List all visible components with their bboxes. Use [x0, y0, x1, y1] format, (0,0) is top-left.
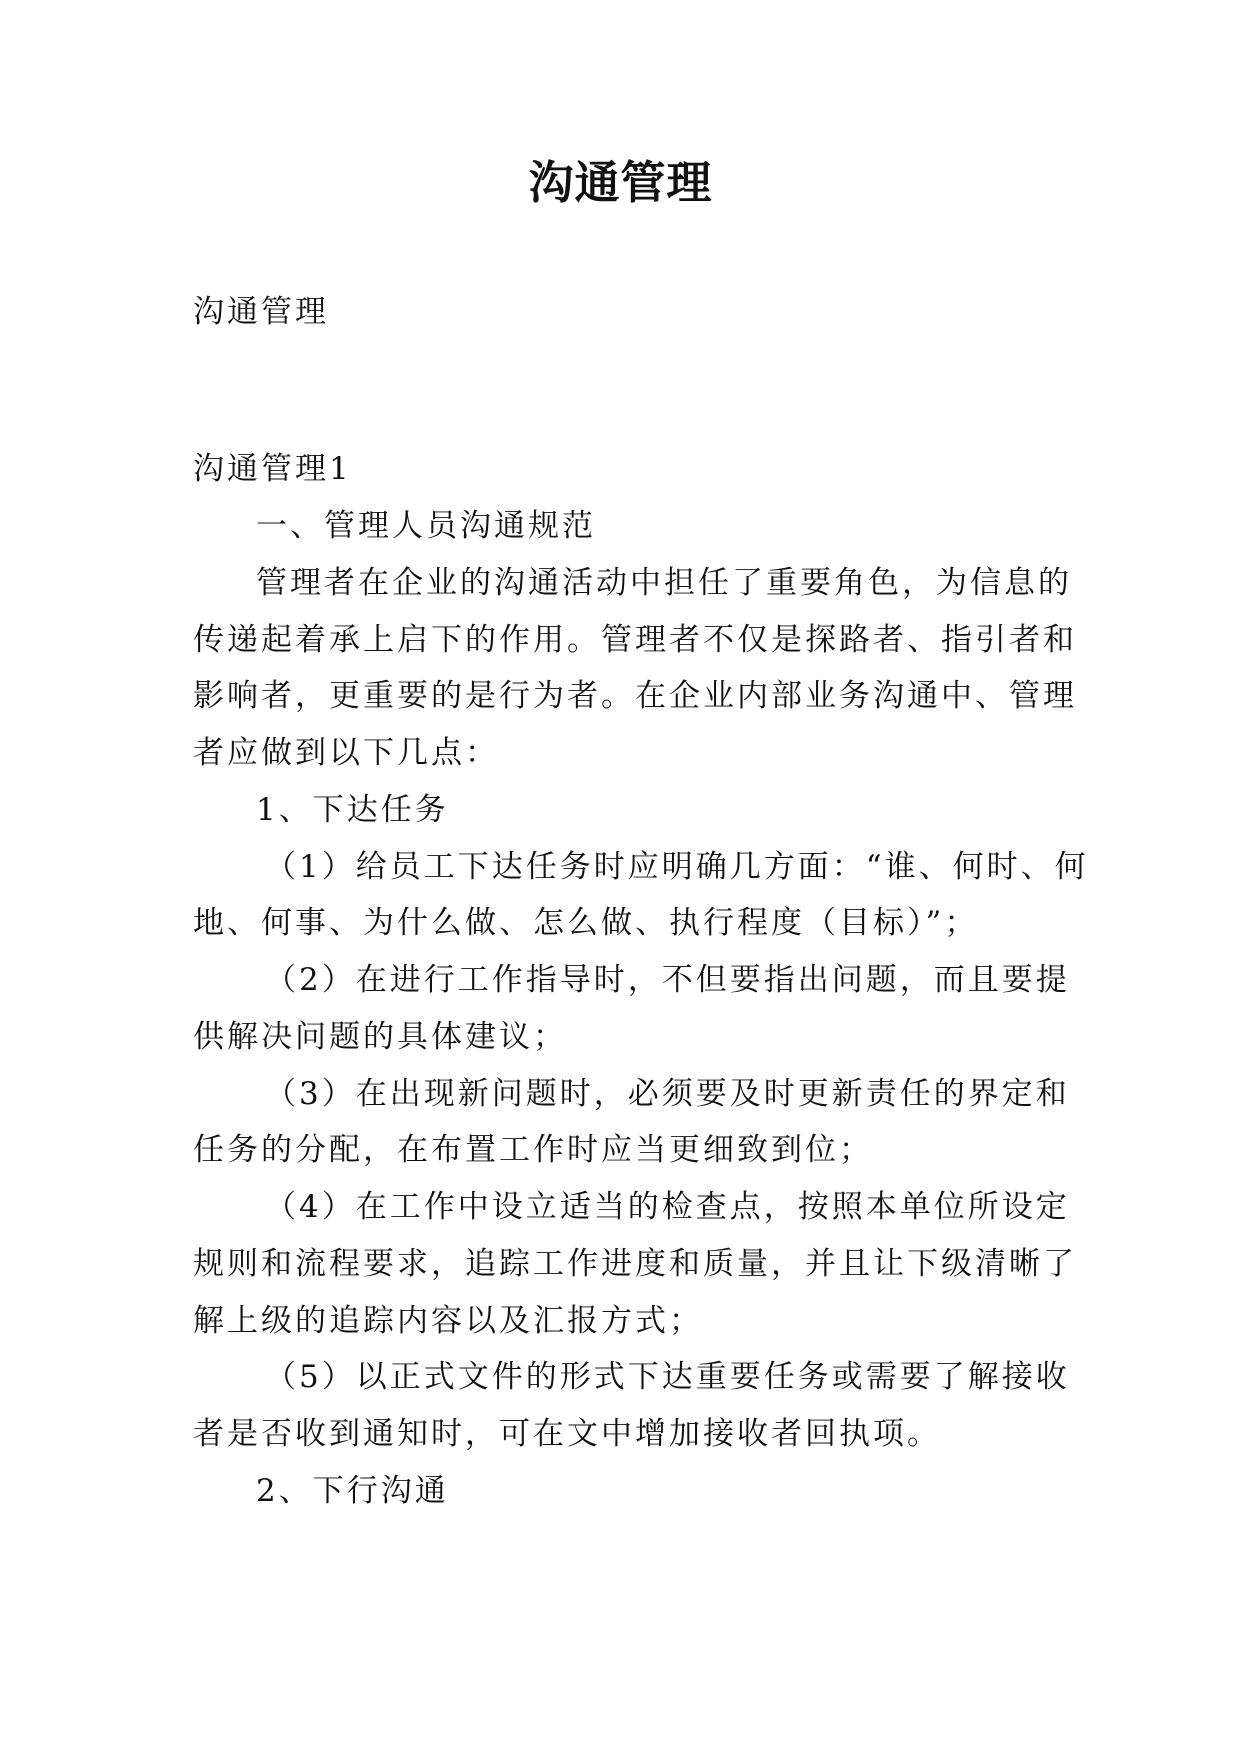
- part-heading: 一、管理人员沟通规范: [256, 508, 596, 544]
- item1-point-line-4: 供解决问题的具体建议；: [193, 1019, 567, 1055]
- item2-heading: 2、下行沟通: [256, 1473, 449, 1509]
- item1-point-line-1: （1）给员工下达任务时应明确几方面：“谁、何时、何: [265, 849, 1089, 885]
- intro-line-2: 传递起着承上启下的作用。管理者不仅是探路者、指引者和: [193, 622, 1077, 658]
- item1-point-line-3: （2）在进行工作指导时，不但要指出问题，而且要提: [265, 962, 1070, 998]
- item1-point-line-2: 地、何事、为什么做、怎么做、执行程度（目标）”；: [193, 905, 979, 941]
- intro-line-1: 管理者在企业的沟通活动中担任了重要角色，为信息的: [256, 565, 1072, 601]
- intro-line-3: 影响者，更重要的是行为者。在企业内部业务沟通中、管理: [193, 678, 1077, 714]
- intro-line-4: 者应做到以下几点：: [193, 735, 499, 771]
- item1-heading: 1、下达任务: [256, 792, 449, 828]
- document-title: 沟通管理: [528, 156, 713, 209]
- item1-point-line-9: 解上级的追踪内容以及汇报方式；: [193, 1303, 703, 1339]
- item1-point-line-8: 规则和流程要求，追踪工作进度和质量，并且让下级清晰了: [193, 1246, 1077, 1282]
- item1-point-line-7: （4）在工作中设立适当的检查点，按照本单位所设定: [265, 1189, 1070, 1225]
- item1-point-line-11: 者是否收到通知时，可在文中增加接收者回执项。: [193, 1416, 941, 1452]
- item1-point-line-5: （3）在出现新问题时，必须要及时更新责任的界定和: [265, 1076, 1070, 1112]
- item1-point-line-10: （5）以正式文件的形式下达重要任务或需要了解接收: [265, 1359, 1070, 1395]
- section-heading: 沟通管理1: [193, 451, 352, 487]
- item1-point-line-6: 任务的分配，在布置工作时应当更细致到位；: [193, 1132, 873, 1168]
- document-subtitle: 沟通管理: [193, 294, 329, 330]
